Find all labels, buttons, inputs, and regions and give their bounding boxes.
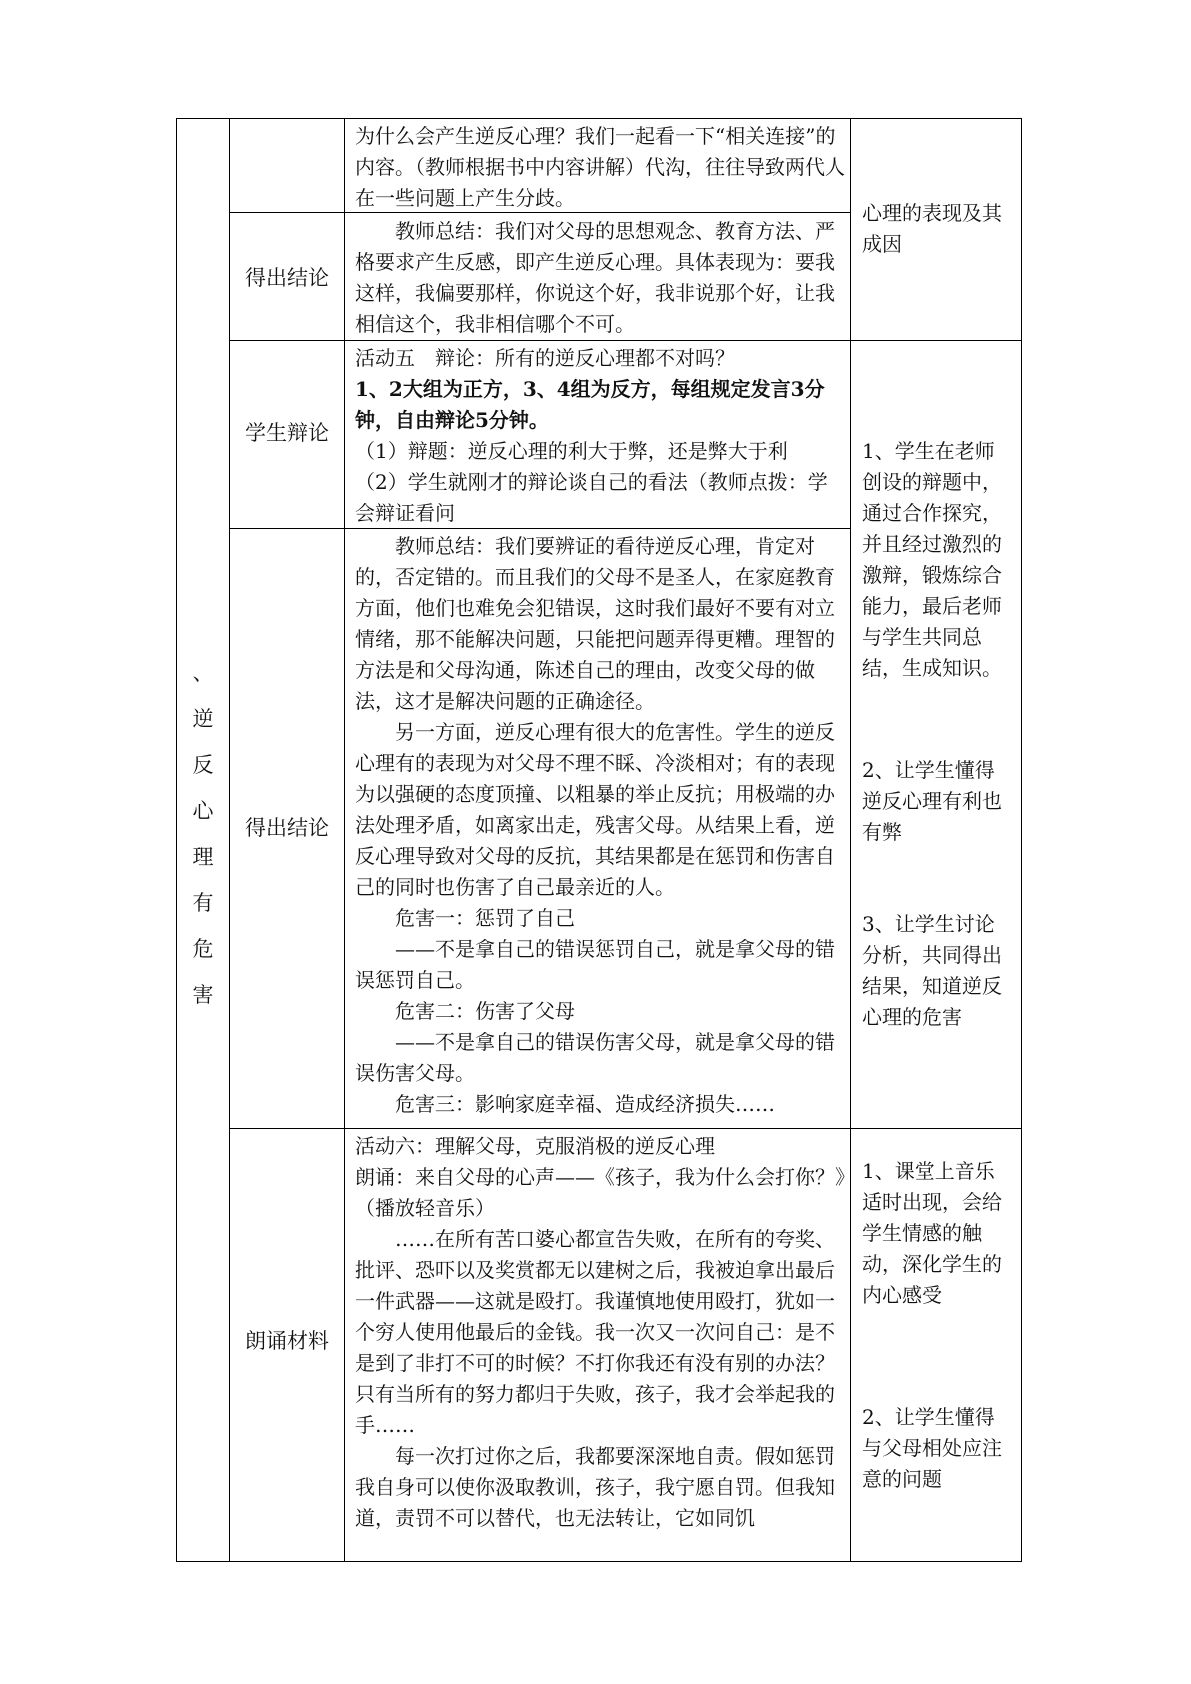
section-title-char: 有 (192, 891, 214, 915)
goal-text: 1、课堂上音乐适时出现，会给学生情感的触动，深化学生的内心感受 (862, 1159, 1002, 1307)
table-border-right (1021, 118, 1022, 1562)
row12-goal (862, 198, 1012, 260)
row2-text: 教师总结：我们对父母的思想观念、教育方法、严格要求产生反感，即产生逆反心理。具体表现为：要我这样，我偏要那样，你说这个好，我非说那个好，让我相信这个，我非相信哪个不可。 (355, 219, 835, 336)
row3-line: （2）学生就刚才的辩论谈自己的看法（教师点拨：学会辩证看问 (355, 470, 828, 525)
row3-content (355, 343, 845, 529)
row5-goal-1 (862, 1156, 1012, 1311)
row5-para: 每一次打过你之后，我都要深深地自责。假如惩罚我自身可以使你汲取教训，孩子，我宁愿自罚。但我知道，责罚不可以替代，也无法转让，它如同饥 (355, 1444, 835, 1530)
section-title-char: 心 (192, 799, 214, 823)
row-divider-2 (229, 340, 1021, 341)
row34-goal-3 (862, 909, 1012, 1033)
section-title-char: 害 (192, 983, 214, 1007)
row5-para: 活动六：理解父母，克服消极的逆反心理 (355, 1134, 715, 1158)
row1-text: 为什么会产生逆反心理？我们一起看一下“相关连接”的内容。（教师根据书中内容讲解）代沟，往往导致两代人在一些问题上产生分歧。 (355, 124, 845, 210)
row4-para: 教师总结：我们要辨证的看待逆反心理，肯定对的，否定错的。而且我们的父母不是圣人，在家庭教育方面，他们也难免会犯错误，这时我们最好不要有对立情绪，那不能解决问题，只能把问题弄得更糟。理智的方法是和父母沟通，陈述自己的理由，改变父母的做法，这才是解决问题的正确途径。 (355, 534, 835, 713)
row5-para: 朗诵：来自父母的心声——《孩子，我为什么会打你？》（播放轻音乐） (355, 1165, 845, 1220)
goal-text: 2、让学生懂得逆反心理有利也有弊 (862, 758, 1002, 844)
row5-label: 朗诵材料 (245, 1329, 329, 1353)
column-divider-3 (850, 118, 851, 1562)
section-title-char: 理 (192, 845, 214, 869)
row5-content (355, 1131, 845, 1534)
row3-line: 1、2大组为正方，3、4组为反方，每组规定发言3分钟，自由辩论5分钟。 (355, 377, 825, 432)
row4-para: ——不是拿自己的错误伤害父母，就是拿父母的错误伤害父母。 (355, 1030, 835, 1085)
row4-para: 危害二：伤害了父母 (395, 999, 575, 1023)
row4-label: 得出结论 (245, 816, 329, 840)
section-title-char: 逆 (192, 707, 214, 731)
row1-content (355, 121, 845, 214)
row4-para: 危害三：影响家庭幸福、造成经济损失…… (395, 1092, 775, 1116)
row4-content (355, 531, 845, 1120)
section-title-char: 危 (192, 937, 214, 961)
row3-line: 活动五 辩论：所有的逆反心理都不对吗？ (355, 346, 735, 370)
goal-text: 心理的表现及其成因 (862, 201, 1002, 256)
table-border-bottom (176, 1561, 1022, 1562)
goal-text: 2、让学生懂得与父母相处应注意的问题 (862, 1405, 1002, 1491)
column-divider-2 (344, 118, 345, 1562)
row3-label: 学生辩论 (245, 421, 329, 445)
row-divider-4 (229, 1128, 1021, 1129)
row34-goal-1 (862, 436, 1012, 684)
row34-goal-2 (862, 755, 1012, 848)
row3-line: （1）辩题：逆反心理的利大于弊，还是弊大于利 (355, 439, 788, 463)
row2-label: 得出结论 (245, 266, 329, 290)
row5-para: ……在所有苦口婆心都宣告失败，在所有的夸奖、批评、恐吓以及奖赏都无以建树之后，我被迫拿出最后一件武器——这就是殴打。我谨慎地使用殴打，犹如一个穷人使用他最后的金钱。我一次又一次问自己：是不是到了非打不可的时候？不打你我还有没有别的办法？只有当所有的努力都归于失败，孩子，我才会举起我的手…… (355, 1227, 835, 1437)
section-title-char: 反 (192, 753, 214, 777)
section-title (177, 650, 229, 1018)
row5-goal-2 (862, 1402, 1012, 1495)
goal-text: 1、学生在老师创设的辩题中，通过合作探究，并且经过激烈的激辩，锻炼综合能力，最后老师与学生共同总结，生成知识。 (862, 439, 1002, 680)
row4-para: 另一方面，逆反心理有很大的危害性。学生的逆反心理有的表现为对父母不理不睬、冷淡相对；有的表现为以强硬的态度顶撞、以粗暴的举止反抗；用极端的办法处理矛盾，如离家出走，残害父母。从结果上看，逆反心理导致对父母的反抗，其结果都是在惩罚和伤害自己的同时也伤害了自己最亲近的人。 (355, 720, 835, 899)
section-title-char: 、 (192, 661, 214, 685)
row4-para: ——不是拿自己的错误惩罚自己，就是拿父母的错误惩罚自己。 (355, 937, 835, 992)
table-border-top (176, 118, 1022, 119)
goal-text: 3、让学生讨论分析，共同得出结果，知道逆反心理的危害 (862, 912, 1002, 1029)
row2-content (355, 216, 845, 340)
row4-para: 危害一：惩罚了自己 (395, 906, 575, 930)
